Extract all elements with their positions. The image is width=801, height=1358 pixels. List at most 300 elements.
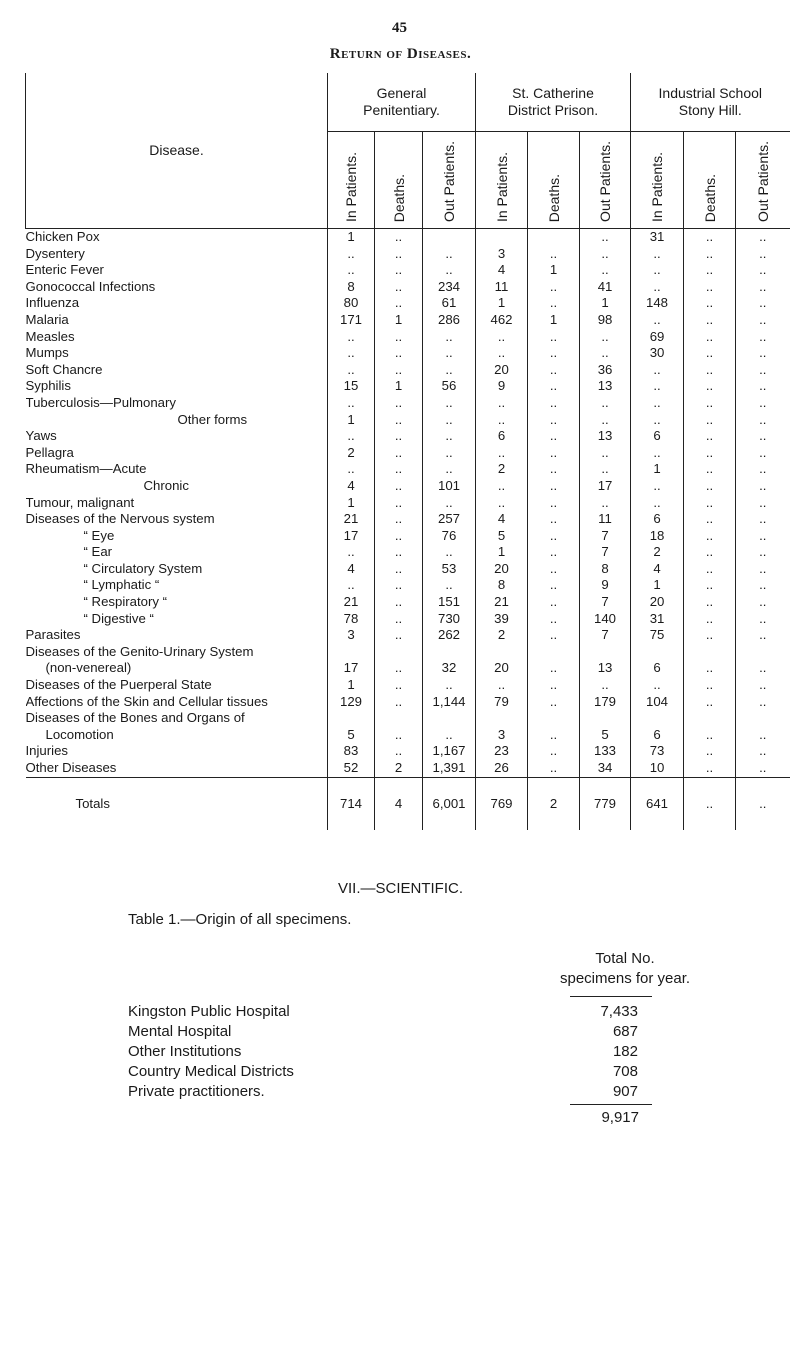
cell-value: 36	[580, 362, 631, 379]
cell-value: ..	[580, 229, 631, 246]
cell-value: 73	[631, 743, 684, 760]
cell-value: 56	[423, 378, 476, 395]
disease-name: Rheumatism—Acute	[25, 461, 147, 477]
table-row	[26, 694, 790, 711]
specimen-count: 687	[612, 1023, 638, 1040]
specimen-row	[128, 1082, 648, 1102]
disease-name: Tuberculosis—Pulmonary	[25, 394, 176, 410]
cell-value: ..	[423, 677, 476, 694]
table-row	[26, 644, 790, 661]
cell-value: ..	[684, 295, 736, 312]
cell-value: 69	[631, 329, 684, 346]
cell-value: 7	[580, 594, 631, 611]
cell-value: 26	[476, 760, 528, 777]
table-row	[26, 262, 790, 279]
specimen-count: 7,433	[600, 1003, 638, 1020]
disease-name: Malaria	[25, 311, 69, 327]
table-row	[26, 511, 790, 528]
cell-value: ..	[423, 445, 476, 462]
table1-caption: Table 1.—Origin of all specimens.	[128, 911, 352, 928]
cell-value: 3	[328, 627, 375, 644]
cell-value: 1	[476, 295, 528, 312]
cell-value: ..	[375, 412, 423, 429]
cell-value: 34	[580, 760, 631, 777]
cell-value: ..	[528, 727, 580, 744]
cell-value: 1	[580, 295, 631, 312]
cell-value: ..	[528, 495, 580, 512]
cell-value: ..	[423, 329, 476, 346]
cell-value: ..	[375, 362, 423, 379]
table-row	[26, 395, 790, 412]
subheader-label: In Patients.	[493, 151, 510, 222]
disease-name: “ Eye	[83, 527, 115, 543]
cell-value: 1	[528, 312, 580, 329]
cell-value	[423, 229, 476, 246]
table-row	[26, 743, 790, 760]
cell-value: 257	[423, 511, 476, 528]
cell-value: ..	[328, 362, 375, 379]
cell-value: ..	[631, 246, 684, 263]
cell-value: ..	[631, 495, 684, 512]
subheader-0	[328, 132, 375, 229]
cell-value	[328, 644, 375, 661]
cell-value: 7	[580, 528, 631, 545]
cell-value: ..	[736, 262, 790, 279]
cell-value: 4	[328, 478, 375, 495]
cell-value: ..	[580, 345, 631, 362]
cell-value: 53	[423, 561, 476, 578]
cell-value: 3	[476, 246, 528, 263]
cell-value: ..	[528, 528, 580, 545]
table-row	[26, 611, 790, 628]
cell-value	[423, 644, 476, 661]
cell-value	[684, 644, 736, 661]
cell-value: 5	[476, 528, 528, 545]
cell-value: 15	[328, 378, 375, 395]
cell-value: ..	[528, 743, 580, 760]
cell-value: 133	[580, 743, 631, 760]
subheader-label: In Patients.	[343, 151, 359, 222]
disease-name: Soft Chancre	[25, 361, 103, 377]
totals-value: ..	[736, 777, 790, 830]
cell-value: 179	[580, 694, 631, 711]
cell-value: 1	[631, 461, 684, 478]
cell-value: ..	[684, 461, 736, 478]
cell-value	[736, 644, 790, 661]
cell-value: 6	[631, 727, 684, 744]
page-number: 45	[392, 20, 407, 36]
cell-value: ..	[328, 461, 375, 478]
cell-value: ..	[736, 594, 790, 611]
cell-value: 1	[328, 677, 375, 694]
cell-value: ..	[631, 445, 684, 462]
disease-name: Diseases of the Bones and Organs of	[25, 710, 245, 726]
cell-value: ..	[631, 412, 684, 429]
cell-value: ..	[580, 445, 631, 462]
subheader-5	[580, 132, 631, 229]
cell-value: ..	[423, 495, 476, 512]
table-row	[26, 329, 790, 346]
cell-value: ..	[684, 677, 736, 694]
cell-value: ..	[528, 511, 580, 528]
totals-value: ..	[684, 777, 736, 830]
table-row	[26, 445, 790, 462]
cell-value: ..	[375, 743, 423, 760]
cell-value: 75	[631, 627, 684, 644]
disease-name: Affections of the Skin and Cellular tissues	[25, 693, 268, 709]
cell-value: ..	[328, 329, 375, 346]
cell-value	[476, 644, 528, 661]
cell-value: 9	[476, 378, 528, 395]
specimen-source: Other Institutions	[128, 1043, 242, 1060]
cell-value: ..	[684, 627, 736, 644]
cell-value: 17	[328, 660, 375, 677]
cell-value: 8	[328, 279, 375, 296]
cell-value: ..	[736, 329, 790, 346]
cell-value: 52	[328, 760, 375, 777]
cell-value: 8	[580, 561, 631, 578]
cell-value: ..	[375, 727, 423, 744]
cell-value: 1	[375, 312, 423, 329]
specimen-source: Mental Hospital	[128, 1023, 232, 1040]
disease-name: “ Circulatory System	[83, 560, 203, 576]
cell-value: ..	[528, 345, 580, 362]
disease-name: Pellagra	[25, 444, 74, 460]
return-of-diseases-table	[25, 73, 790, 830]
cell-value: ..	[736, 611, 790, 628]
cell-value: ..	[375, 229, 423, 246]
cell-value: 61	[423, 295, 476, 312]
cell-value: 148	[631, 295, 684, 312]
cell-value: 1	[476, 544, 528, 561]
cell-value: ..	[423, 345, 476, 362]
cell-value: 6	[631, 660, 684, 677]
cell-value: ..	[580, 395, 631, 412]
cell-value: 1	[328, 229, 375, 246]
cell-value: ..	[528, 760, 580, 777]
disease-name: Diseases of the Genito-Urinary System	[25, 643, 254, 659]
specimen-row	[128, 1022, 648, 1042]
disease-name: Diseases of the Puerperal State	[25, 677, 212, 693]
cell-value: ..	[684, 428, 736, 445]
subheader-label: Deaths.	[390, 173, 407, 222]
cell-value: 39	[476, 611, 528, 628]
table-row	[26, 495, 790, 512]
cell-value: 13	[580, 428, 631, 445]
cell-value: 20	[476, 561, 528, 578]
cell-value: ..	[375, 279, 423, 296]
cell-value: ..	[736, 229, 790, 246]
cell-value: ..	[736, 677, 790, 694]
cell-value: ..	[736, 395, 790, 412]
subheader-1	[375, 132, 423, 229]
disease-name: “ Ear	[83, 544, 113, 560]
cell-value: ..	[528, 478, 580, 495]
group-header-industrial-school: Industrial School Stony Hill.	[631, 73, 790, 132]
cell-value: ..	[580, 412, 631, 429]
cell-value: 1	[631, 577, 684, 594]
cell-value: ..	[375, 495, 423, 512]
specimens-list	[128, 1002, 648, 1102]
specimen-source: Country Medical Districts	[128, 1063, 294, 1080]
cell-value: ..	[631, 312, 684, 329]
disease-name: Chronic	[143, 477, 189, 493]
cell-value: 5	[328, 727, 375, 744]
cell-value: 101	[423, 478, 476, 495]
cell-value: ..	[631, 279, 684, 296]
subheader-2	[423, 132, 476, 229]
cell-value: ..	[631, 262, 684, 279]
cell-value: 1,391	[423, 760, 476, 777]
cell-value: ..	[528, 694, 580, 711]
disease-name: Chicken Pox	[25, 229, 100, 244]
table-row	[26, 412, 790, 429]
cell-value: 151	[423, 594, 476, 611]
cell-value: ..	[328, 428, 375, 445]
subheader-label: In Patients.	[649, 151, 666, 222]
cell-value: ..	[476, 445, 528, 462]
cell-value	[375, 644, 423, 661]
cell-value: ..	[328, 395, 375, 412]
disease-name: Other Diseases	[25, 760, 117, 775]
cell-value: 4	[476, 511, 528, 528]
cell-value: 7	[580, 627, 631, 644]
cell-value: 21	[328, 594, 375, 611]
table-row	[26, 660, 790, 677]
cell-value: ..	[631, 378, 684, 395]
cell-value: ..	[736, 362, 790, 379]
cell-value: ..	[528, 246, 580, 263]
cell-value: ..	[736, 445, 790, 462]
cell-value: ..	[423, 428, 476, 445]
table-row	[26, 312, 790, 329]
cell-value: ..	[528, 395, 580, 412]
cell-value: ..	[580, 262, 631, 279]
cell-value: ..	[684, 760, 736, 777]
cell-value: ..	[736, 544, 790, 561]
cell-value: ..	[736, 246, 790, 263]
cell-value: 10	[631, 760, 684, 777]
cell-value: 23	[476, 743, 528, 760]
cell-value: ..	[528, 295, 580, 312]
cell-value: ..	[736, 727, 790, 744]
cell-value: ..	[684, 743, 736, 760]
specimens-column-label: Total No. specimens for year.	[560, 950, 691, 987]
cell-value: 2	[476, 461, 528, 478]
disease-name: Parasites	[25, 627, 81, 643]
cell-value: ..	[580, 329, 631, 346]
cell-value: ..	[375, 478, 423, 495]
cell-value	[528, 229, 580, 246]
cell-value: ..	[736, 660, 790, 677]
cell-value: ..	[528, 594, 580, 611]
table-row	[26, 627, 790, 644]
cell-value: ..	[631, 395, 684, 412]
table-row	[26, 677, 790, 694]
cell-value: 262	[423, 627, 476, 644]
cell-value: 1	[528, 262, 580, 279]
cell-value	[375, 710, 423, 727]
cell-value: ..	[528, 378, 580, 395]
cell-value: ..	[375, 345, 423, 362]
cell-value: ..	[528, 412, 580, 429]
cell-value: ..	[736, 295, 790, 312]
cell-value: ..	[328, 262, 375, 279]
cell-value: ..	[736, 461, 790, 478]
cell-value: ..	[684, 445, 736, 462]
cell-value: ..	[528, 627, 580, 644]
totals-value: 714	[328, 777, 375, 830]
cell-value: ..	[375, 577, 423, 594]
cell-value: ..	[375, 428, 423, 445]
cell-value: 20	[476, 362, 528, 379]
cell-value: ..	[684, 611, 736, 628]
cell-value: ..	[528, 428, 580, 445]
totals-value: 4	[375, 777, 423, 830]
cell-value: 2	[375, 760, 423, 777]
cell-value: ..	[528, 677, 580, 694]
cell-value: ..	[528, 577, 580, 594]
cell-value: 31	[631, 611, 684, 628]
subheader-6	[631, 132, 684, 229]
cell-value	[528, 644, 580, 661]
cell-value: ..	[476, 677, 528, 694]
cell-value: ..	[528, 445, 580, 462]
cell-value: ..	[476, 478, 528, 495]
cell-value	[631, 710, 684, 727]
cell-value: 9	[580, 577, 631, 594]
disease-name: Tumour, malignant	[25, 494, 135, 510]
cell-value: ..	[580, 461, 631, 478]
cell-value: ..	[375, 511, 423, 528]
cell-value: 17	[328, 528, 375, 545]
cell-value: ..	[684, 594, 736, 611]
cell-value: ..	[684, 262, 736, 279]
cell-value: ..	[684, 345, 736, 362]
cell-value	[476, 710, 528, 727]
subheader-label: Deaths.	[545, 173, 562, 222]
cell-value: 1,167	[423, 743, 476, 760]
subheader-label: Out Patients.	[597, 141, 614, 222]
cell-value: ..	[476, 412, 528, 429]
cell-value: 2	[476, 627, 528, 644]
specimen-source: Kingston Public Hospital	[128, 1003, 290, 1020]
cell-value: ..	[476, 345, 528, 362]
cell-value: 1	[375, 378, 423, 395]
cell-value: ..	[736, 760, 790, 777]
cell-value: ..	[528, 362, 580, 379]
cell-value: ..	[375, 561, 423, 578]
disease-name: Diseases of the Nervous system	[25, 511, 215, 527]
cell-value: ..	[423, 362, 476, 379]
cell-value: ..	[375, 660, 423, 677]
cell-value: ..	[684, 412, 736, 429]
cell-value: ..	[375, 395, 423, 412]
cell-value	[580, 644, 631, 661]
totals-value: 2	[528, 777, 580, 830]
table-row	[26, 345, 790, 362]
cell-value: ..	[631, 677, 684, 694]
table-row	[26, 594, 790, 611]
totals-value: 769	[476, 777, 528, 830]
cell-value: 1	[328, 412, 375, 429]
cell-value: ..	[528, 544, 580, 561]
cell-value	[631, 644, 684, 661]
cell-value: ..	[684, 478, 736, 495]
cell-value: ..	[684, 660, 736, 677]
cell-value: 7	[580, 544, 631, 561]
cell-value: 1,144	[423, 694, 476, 711]
cell-value: ..	[528, 279, 580, 296]
disease-name: Injuries	[25, 743, 69, 759]
cell-value: ..	[684, 229, 736, 246]
cell-value: ..	[736, 312, 790, 329]
cell-value: ..	[375, 677, 423, 694]
cell-value: ..	[375, 262, 423, 279]
cell-value: 21	[476, 594, 528, 611]
specimen-row	[128, 1062, 648, 1082]
disease-name: Dysentery	[25, 245, 85, 261]
subheader-8	[736, 132, 790, 229]
totals-label: Totals	[26, 777, 328, 830]
cell-value: 140	[580, 611, 631, 628]
specimen-row	[128, 1042, 648, 1062]
cell-value: ..	[476, 329, 528, 346]
cell-value: 6	[631, 511, 684, 528]
cell-value: ..	[528, 660, 580, 677]
cell-value: ..	[684, 329, 736, 346]
cell-value: ..	[375, 627, 423, 644]
disease-name: “ Digestive “	[83, 610, 154, 626]
cell-value: 171	[328, 312, 375, 329]
table-row	[26, 577, 790, 594]
page-heading: Return of Diseases.	[329, 46, 472, 62]
cell-value: 6	[631, 428, 684, 445]
cell-value: ..	[375, 295, 423, 312]
cell-value: ..	[736, 378, 790, 395]
table-row	[26, 561, 790, 578]
specimen-source: Private practitioners.	[128, 1083, 265, 1100]
disease-name: Gonococcal Infections	[25, 278, 156, 294]
disease-name: Other forms	[177, 411, 248, 427]
table-row	[26, 528, 790, 545]
table-row	[26, 428, 790, 445]
cell-value: 13	[580, 378, 631, 395]
cell-value: ..	[528, 611, 580, 628]
cell-value: 286	[423, 312, 476, 329]
cell-value: ..	[684, 378, 736, 395]
subheader-3	[476, 132, 528, 229]
specimens-top-rule	[570, 996, 652, 997]
cell-value: 6	[476, 428, 528, 445]
table-row	[26, 544, 790, 561]
cell-value: 30	[631, 345, 684, 362]
disease-name: Syphilis	[25, 378, 71, 394]
cell-value: ..	[736, 279, 790, 296]
cell-value: 41	[580, 279, 631, 296]
cell-value: 2	[328, 445, 375, 462]
cell-value: ..	[736, 428, 790, 445]
group-header-general-penitentiary: General Penitentiary.	[328, 73, 476, 132]
cell-value: 104	[631, 694, 684, 711]
cell-value: ..	[375, 461, 423, 478]
subheader-label: Out Patients.	[441, 141, 457, 222]
cell-value: 4	[476, 262, 528, 279]
cell-value: 80	[328, 295, 375, 312]
disease-name: Mumps	[25, 345, 69, 361]
cell-value: ..	[328, 246, 375, 263]
cell-value: ..	[375, 246, 423, 263]
